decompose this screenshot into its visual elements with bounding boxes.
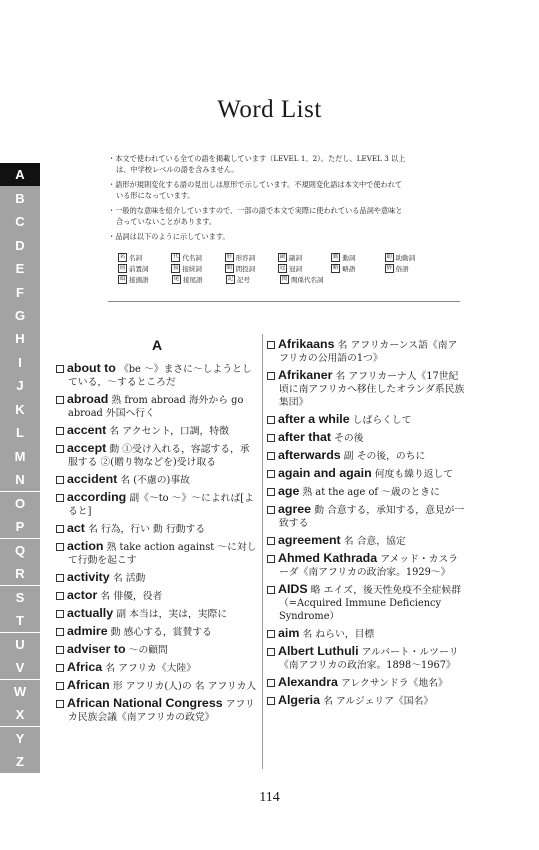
legend-label: 接尾語: [183, 276, 203, 284]
word-entry: [267, 645, 467, 672]
usage-notes: [108, 153, 408, 246]
entry-definition: 熟 take action against ～に対して行動を起こす: [68, 542, 257, 566]
legend-item: [331, 253, 384, 262]
legend-label: 前置詞: [129, 265, 149, 273]
legend-label: 動詞: [342, 254, 356, 262]
entry-definition: 動 感心する，賞賛する: [107, 627, 212, 638]
header-divider: [108, 301, 460, 302]
legend-item: [225, 253, 278, 262]
legend-label: 代名詞: [182, 254, 202, 262]
entry-headword: after that: [278, 430, 332, 444]
index-tab-q[interactable]: Q: [0, 539, 40, 562]
entry-headword: Algeria: [278, 693, 321, 707]
word-entry: [267, 676, 467, 690]
index-tab-j[interactable]: J: [0, 374, 40, 397]
entry-headword: African National Congress: [67, 696, 223, 710]
entry-headword: according: [67, 490, 127, 504]
legend-mark: 形: [226, 254, 232, 260]
entry-definition: アルバート・ルツーリ《南アフリカの政治家。1898～1967》: [279, 647, 459, 671]
legend-mark: 略: [333, 265, 339, 271]
index-tab-w[interactable]: W: [0, 680, 40, 703]
legend-mark: 代: [173, 254, 179, 260]
index-tab-g[interactable]: G: [0, 304, 40, 327]
entry-checkbox[interactable]: [267, 488, 275, 496]
legend-label: 形容詞: [235, 254, 256, 262]
word-entry: [267, 694, 467, 708]
word-entry: [56, 540, 258, 567]
entry-checkbox[interactable]: [56, 574, 64, 582]
right-column: [267, 338, 467, 712]
word-entry: [56, 643, 258, 657]
legend-label: 接頭語: [129, 276, 149, 284]
entry-headword: agreement: [278, 533, 341, 547]
entry-checkbox[interactable]: [56, 628, 64, 636]
legend-item: [226, 275, 280, 284]
index-tab-c[interactable]: C: [0, 210, 40, 233]
legend-item: [278, 253, 331, 262]
legend-item: [278, 264, 331, 273]
legend-label: 関係代名詞: [291, 276, 324, 284]
alphabet-index-tabs: [0, 163, 40, 774]
word-entry: [267, 369, 467, 409]
page-number: 114: [259, 790, 280, 805]
legend-item: [118, 264, 171, 273]
entry-definition: 名 活動: [109, 573, 146, 584]
entry-definition: アメッド・カスラーダ《南アフリカの政治家。1929～》: [279, 554, 459, 578]
entry-definition: 熟 from abroad 海外から go abroad 外国へ行く: [68, 395, 244, 419]
entry-checkbox[interactable]: [56, 543, 64, 551]
index-tab-h[interactable]: H: [0, 327, 40, 350]
entry-definition: 名 俳優，役者: [97, 591, 163, 602]
word-entry: [56, 571, 258, 585]
entry-definition: 名 アクセント，口調，特徴: [106, 426, 229, 437]
legend-item: [225, 264, 278, 273]
entry-definition: 名 ねらい，目標: [299, 629, 375, 640]
word-entry: [267, 413, 467, 427]
entry-checkbox[interactable]: [56, 682, 64, 690]
legend-mark: 尾: [173, 276, 180, 282]
entry-checkbox[interactable]: [56, 610, 64, 618]
legend-item: [118, 275, 172, 284]
entry-headword: African: [67, 678, 110, 692]
entry-definition: 何度も繰り返して: [371, 469, 454, 480]
entry-definition: 副 本当は，実は，実際に: [113, 609, 228, 620]
legend-mark: 接: [173, 265, 179, 271]
index-tab-u[interactable]: U: [0, 633, 40, 656]
entry-definition: 副 その後，のちに: [340, 451, 426, 462]
entry-checkbox[interactable]: [267, 537, 275, 545]
entry-headword: agree: [278, 502, 312, 516]
legend-mark: 前: [119, 265, 126, 271]
legend-mark: 関: [281, 276, 288, 282]
word-entry: [267, 485, 467, 499]
entry-checkbox[interactable]: [267, 341, 275, 349]
entry-checkbox[interactable]: [56, 476, 64, 484]
word-entry: [267, 467, 467, 481]
entry-definition: 《be ～》まさに～しようとしている，～するところだ: [68, 364, 252, 388]
index-tab-d[interactable]: D: [0, 233, 40, 256]
entry-checkbox[interactable]: [56, 525, 64, 533]
legend-label: 記号: [237, 276, 250, 284]
entry-headword: actor: [67, 588, 98, 602]
index-tab-b[interactable]: B: [0, 186, 40, 209]
word-entry: [56, 607, 258, 621]
legend-row: [118, 274, 438, 285]
index-tab-k[interactable]: K: [0, 398, 40, 421]
index-tab-e[interactable]: E: [0, 257, 40, 280]
left-column: [56, 334, 258, 728]
entry-definition: 略 エイズ，後天性免疫不全症候群（=Acquired Immune Deficiency Syndrome）: [279, 585, 461, 622]
index-tab-o[interactable]: O: [0, 492, 40, 515]
entry-headword: act: [67, 521, 85, 535]
legend-mark: 名: [119, 254, 126, 260]
entry-headword: age: [278, 484, 300, 498]
entry-definition: 名 アフリカ《大陸》: [102, 663, 197, 674]
entry-headword: Afrikaans: [278, 337, 335, 351]
legend-label: 俗語: [395, 265, 409, 273]
index-tab-i[interactable]: I: [0, 351, 40, 374]
word-entry: [267, 503, 467, 530]
legend-mark: 記: [227, 276, 234, 282]
entry-checkbox[interactable]: [267, 648, 275, 656]
entry-definition: その後: [331, 433, 364, 444]
entry-definition: しばらくして: [349, 415, 412, 426]
entry-headword: about to: [67, 361, 116, 375]
word-entry: [56, 661, 258, 675]
entry-headword: afterwards: [278, 448, 341, 462]
legend-mark: 副: [279, 254, 286, 260]
entry-definition: 副《～to ～》～によれば[よると]: [68, 493, 254, 517]
legend-label: 接続詞: [182, 265, 202, 273]
column-divider: [262, 334, 263, 769]
word-entry: [267, 534, 467, 548]
legend-label: 冠詞: [288, 265, 302, 273]
entry-checkbox[interactable]: [56, 396, 64, 404]
note-1: ・本文で使われている全ての語を掲載しています（LEVEL 1、2）。ただし、LEVEL 3 以上は、中学校レベルの語を含みません。: [108, 154, 406, 174]
word-entry: [56, 625, 258, 639]
entry-checkbox[interactable]: [56, 445, 64, 453]
legend-label: 略語: [342, 265, 356, 273]
legend-label: 名詞: [129, 254, 142, 262]
entry-definition: 名 (不慮の)事故: [117, 475, 190, 486]
index-tab-p[interactable]: P: [0, 515, 40, 538]
entry-headword: Alexandra: [278, 675, 338, 689]
word-entry: [56, 679, 258, 693]
index-tab-v[interactable]: V: [0, 656, 40, 679]
entry-definition: 名 アルジェリア《国名》: [320, 696, 434, 707]
legend-mark: 助: [386, 254, 392, 260]
entry-checkbox[interactable]: [267, 630, 275, 638]
note-3: ・一般的な意味を紹介していますので、一部の語で本文で実際に使われている品詞や意味と合っていないことがあります。: [108, 206, 403, 226]
entry-checkbox[interactable]: [267, 586, 275, 594]
entry-checkbox[interactable]: [56, 646, 64, 654]
word-entry: [267, 627, 467, 641]
legend-mark: 冠: [279, 265, 286, 271]
entry-definition: アフリカ民族会議《南アフリカの政党》: [68, 699, 255, 723]
note-4: ・品詞は以下のように示しています。: [108, 232, 230, 241]
word-entry: [267, 552, 467, 579]
entry-headword: accident: [67, 472, 118, 486]
legend-mark: 俗: [386, 265, 392, 271]
entry-definition: 熟 at the age of ～歳のときに: [299, 487, 440, 498]
entry-checkbox[interactable]: [267, 697, 275, 705]
legend-item: [385, 253, 438, 262]
entry-definition: アレクサンドラ《地名》: [337, 678, 448, 689]
entry-headword: Albert Luthuli: [278, 644, 359, 658]
entry-checkbox[interactable]: [267, 416, 275, 424]
legend-label: 助動詞: [395, 254, 416, 262]
entry-definition: 名 行為，行い 動 行動する: [84, 524, 206, 535]
entry-headword: accent: [67, 423, 107, 437]
legend-mark: 動: [333, 254, 339, 260]
entry-headword: action: [67, 539, 104, 553]
entry-definition: 動 合意する，承知する，意見が一致する: [279, 505, 465, 529]
entry-checkbox[interactable]: [56, 592, 64, 600]
word-entry: [267, 449, 467, 463]
entry-headword: adviser to: [67, 642, 126, 656]
word-entry: [267, 583, 467, 623]
legend-row: [118, 252, 438, 263]
entry-checkbox[interactable]: [267, 452, 275, 460]
entry-headword: admire: [67, 624, 108, 638]
entry-checkbox[interactable]: [267, 434, 275, 442]
entry-checkbox[interactable]: [267, 679, 275, 687]
word-entry: [56, 589, 258, 603]
index-tab-f[interactable]: F: [0, 280, 40, 303]
index-tab-z[interactable]: Z: [0, 750, 40, 773]
entry-headword: Africa: [67, 660, 103, 674]
entry-definition: ～の顧問: [125, 645, 168, 656]
entry-headword: after a while: [278, 412, 350, 426]
entry-headword: activity: [67, 570, 110, 584]
index-tab-a[interactable]: A: [0, 163, 40, 186]
entry-headword: AIDS: [278, 582, 308, 596]
entry-headword: Ahmed Kathrada: [278, 551, 378, 565]
index-tab-n[interactable]: N: [0, 468, 40, 491]
legend-mark: 頭: [119, 276, 126, 282]
legend-item: [385, 264, 438, 273]
entry-checkbox[interactable]: [56, 494, 64, 502]
entry-definition: 名 アフリカーンス語《南アフリカの公用語の1つ》: [279, 340, 458, 364]
entry-headword: aim: [278, 626, 300, 640]
entry-definition: 動 ①受け入れる，容認する，承服する ②(贈り物などを)受け取る: [68, 444, 250, 468]
index-tab-x[interactable]: X: [0, 703, 40, 726]
legend-item: [172, 275, 226, 284]
note-2: ・語形が規則変化する語の見出しは原形で示しています。不規則変化語は本文中で使われている形になっています。: [108, 180, 403, 200]
legend-mark: 間: [226, 265, 232, 271]
entry-headword: again and again: [278, 466, 372, 480]
entry-checkbox[interactable]: [267, 372, 275, 380]
page-title: Word List: [217, 96, 322, 123]
legend-item: [171, 253, 224, 262]
word-entry: [56, 362, 258, 389]
entry-definition: 形 アフリカ(人)の 名 アフリカ人: [109, 681, 257, 692]
index-tab-l[interactable]: L: [0, 421, 40, 444]
legend-row: [118, 263, 438, 274]
index-tab-r[interactable]: R: [0, 562, 40, 585]
index-tab-s[interactable]: S: [0, 586, 40, 609]
entry-headword: actually: [67, 606, 114, 620]
legend-item: [280, 275, 388, 284]
word-entry: [56, 522, 258, 536]
entry-checkbox[interactable]: [56, 427, 64, 435]
word-entry: [267, 338, 467, 365]
word-entry: [56, 424, 258, 438]
entry-headword: abroad: [67, 392, 109, 406]
entry-checkbox[interactable]: [267, 506, 275, 514]
legend-label: 間投詞: [235, 265, 256, 273]
word-entry: [56, 473, 258, 487]
entry-definition: 名 アフリカーナ人《17世紀頃に南アフリカへ移住したオランダ系民族集団》: [279, 371, 465, 408]
word-entry: [267, 431, 467, 445]
section-heading: A: [151, 337, 163, 353]
entry-checkbox[interactable]: [56, 365, 64, 373]
legend-item: [118, 253, 171, 262]
entry-checkbox[interactable]: [56, 700, 64, 708]
word-entry: [56, 442, 258, 469]
part-of-speech-legend: [118, 252, 438, 285]
word-entry: [56, 697, 258, 724]
entry-headword: accept: [67, 441, 107, 455]
index-tab-m[interactable]: M: [0, 445, 40, 468]
index-tab-t[interactable]: T: [0, 609, 40, 632]
entry-checkbox[interactable]: [267, 555, 275, 563]
legend-label: 副詞: [288, 254, 302, 262]
entry-definition: 名 合意，協定: [340, 536, 406, 547]
index-tab-y[interactable]: Y: [0, 727, 40, 750]
legend-item: [171, 264, 224, 273]
word-entry: [56, 491, 258, 518]
entry-checkbox[interactable]: [267, 470, 275, 478]
entry-headword: Afrikaner: [278, 368, 333, 382]
entry-checkbox[interactable]: [56, 664, 64, 672]
legend-item: [331, 264, 384, 273]
word-entry: [56, 393, 258, 420]
